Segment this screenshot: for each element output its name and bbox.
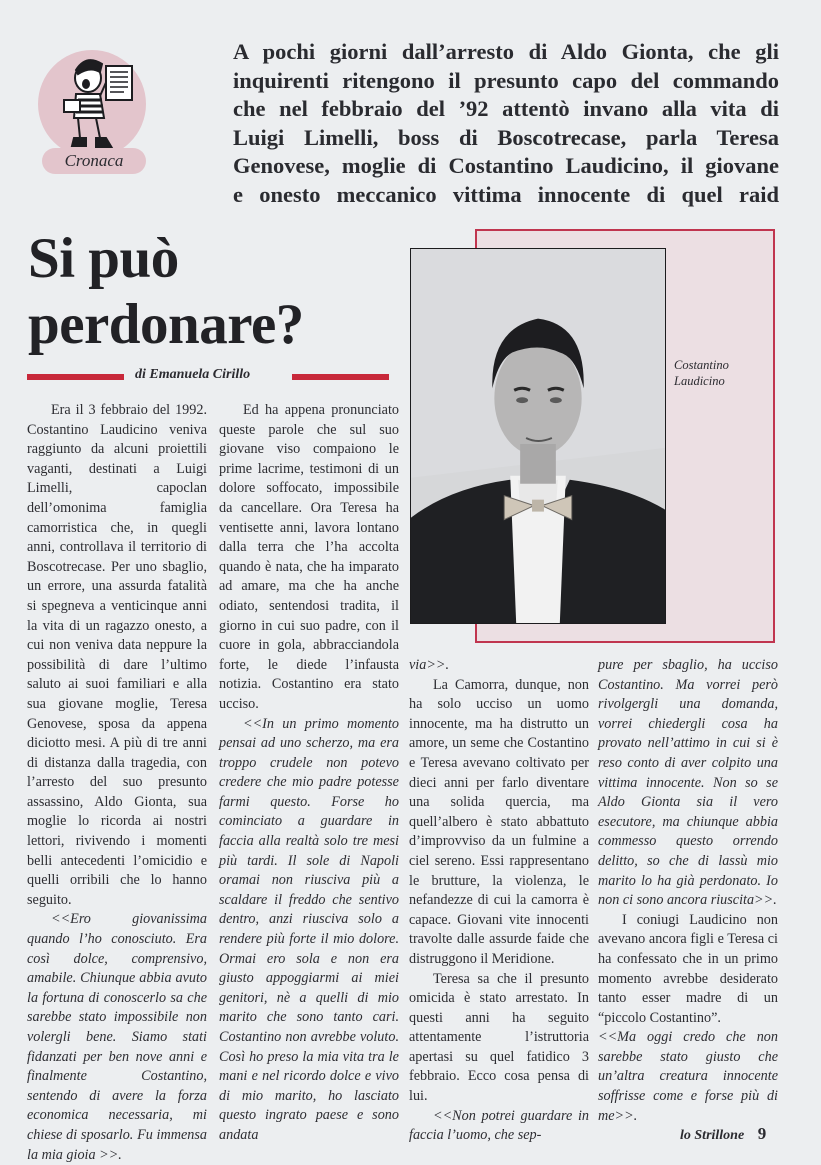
deck-line: Luigi Limelli, boss di Boscotrecase, parla Teresa — [233, 124, 779, 150]
body-column-1 — [27, 401, 207, 1165]
byline-rule-right — [292, 374, 389, 380]
section-logo — [36, 48, 156, 176]
quote-continuation: via>>. — [409, 657, 450, 673]
quote-paragraph: <<Non potrei guardare in faccia l’uomo, che sep- — [409, 1107, 589, 1144]
quote-paragraph: <<Ma oggi credo che non sarebbe stato giusto che un’altra creatura innocente soffrisse come e forse più di me>>. — [598, 1029, 778, 1124]
body-column-3 — [409, 656, 589, 1146]
deck-line: Genovese, moglie di Costantino Laudicino, il giovane — [233, 153, 779, 179]
quote-paragraph: <<In un primo momento pensai ad uno scherzo, ma era troppo crudele non potevo credere che mio padre potesse farmi questo. Forse ho cominciato a guardare in faccia alla realtà solo tre mesi più tardi. Il sole di Napoli oramai non riusciva più a scaldare il freddo che sentivo dentro, anzi riusciva solo a rendere più forte il mio dolore. Ormai ero sola e non era giusto appoggiarmi ai miei genitori, nè a quelli di mio marito che sono tanto cari. Costantino non avrebbe voluto. Così ho preso la mia vita tra le mani e nel ricordo dolce e vivo di mio marito, ho lasciato questo ingrato paese e sono andata — [219, 715, 399, 1143]
section-label: Cronaca — [42, 148, 146, 174]
paragraph: Ed ha appena pronunciato queste parole che sul suo giovane viso compaiono le prime lacrime, testimoni di un dolore soffocato, impossibile da cancellare. Ora Teresa ha ventisette anni, lavora lontano dalla terra che l’ha accolta quando è nata, che ha imparato ad amare, ma che ha anche odiato, sentendosi tradita, il giorno in cui suo padre, con il cuore in gola, abbracciandola forte, le diede l’infausta notizia. Costantino era stato ucciso. — [219, 402, 399, 712]
deck-line: inquirenti ritengono il presunto capo del commando — [233, 67, 779, 93]
headline-line-2: perdonare? — [28, 293, 304, 356]
deck-line: e onesto meccanico vittima innocente di quel raid — [233, 181, 779, 207]
page-footer — [680, 1124, 766, 1144]
quote-paragraph: <<Ero giovanissima quando l’ho conosciuto. Era così dolce, comprensivo, amabile. Chiunque abbia avuto la fortuna di conoscerlo sa che sarebbe stato impossibile non volergli bene. Siamo stati fidanzati per ben nove anni e finalmente Costantino, sentendo di avere la forza economica necessaria, mi chiese di sposarlo. Fu immensa la mia gioia >>. — [27, 911, 207, 1163]
caption-line-2: Laudicino — [674, 374, 725, 388]
deck-line: che nel febbraio del ’92 attentò invano alla vita di — [233, 96, 779, 122]
article-headline — [28, 226, 304, 358]
portrait-image — [411, 249, 665, 623]
byline-row — [27, 369, 389, 385]
body-column-4 — [598, 656, 778, 1126]
portrait-photo — [410, 248, 666, 624]
paragraph: Era il 3 febbraio del 1992. Costantino Laudicino veniva raggiunto da alcuni proiettili vaganti, destinati a Luigi Limelli, capoclan dell’omonima famiglia camorristica che, in quegli anni, controllava il territorio di Boscotrecase. Per uno sbaglio, un errore, una assurda fatalità si spegneva a venticinque anni la vita di un ragazzo onesto, a cui non veniva data neppure la possibilità di dare l’ultimo saluto ai suoi familiari e alla sua giovane moglie, Teresa Genovese, sposa da appena diciotto mesi. A più di tre anni di distanza dalla tragedia, con l’arresto del suo presunto assassino, Aldo Gionta, sua moglie lo ricorda ai nostri lettori, rivivendo i momenti belli antecedenti l’omicidio e quelli orribili che lo hanno seguito. — [27, 402, 207, 908]
newsboy-icon — [50, 48, 140, 158]
page-number: 9 — [757, 1124, 767, 1143]
article-deck — [233, 38, 779, 210]
publication-name: lo Strillone — [680, 1128, 745, 1143]
quote-continuation: pure per sbaglio, ha ucciso Costantino. Ma vorrei però rivolgergli una domanda, vorrei chiedergli cosa ha provato nell’attimo in cui si è reso conto di aver colpito una vittima innocente. Non so se Aldo Gionta sia il vero esecutore, ma chiunque abbia commesso questo orrendo delitto, so che di lassù mio marito lo ha già perdonato. Io non ci sono ancora riuscita>>. — [598, 657, 778, 909]
photo-caption — [674, 357, 729, 389]
body-column-2 — [219, 401, 399, 1146]
deck-line: A pochi giorni dall’arresto di Aldo Gionta, che gli — [233, 39, 779, 64]
caption-line-1: Costantino — [674, 358, 729, 372]
byline-rule-left — [27, 374, 124, 380]
paragraph: Teresa sa che il presunto omicida è stato arrestato. In questi anni ha seguito attentamente l’istruttoria apertasi su quel fatidico 3 febbraio. Ecco cosa pensa di lui. — [409, 970, 589, 1105]
headline-line-1: Si può — [28, 227, 179, 290]
paragraph: La Camorra, dunque, non ha solo ucciso un uomo innocente, ma ha distrutto un amore, un seme che Costantino e Teresa avevano coltivato per dieci anni per farlo diventare una solida quercia, ma quell’albero è stato abbattuto d’improvviso da un fulmine a ciel sereno. Essi rappresentano le brutture, la violenza, le nefandezze di cui la camorra è capace. Giovani vite innocenti travolte dalle assurde faide che distruggono il Meridione. — [409, 676, 589, 967]
paragraph: I coniugi Laudicino non avevano ancora figli e Teresa ci ha confessato che in un primo momento avrebbe desiderato tanto esser madre di un “piccolo Costantino”. — [598, 911, 778, 1026]
byline: di Emanuela Cirillo — [135, 367, 251, 382]
